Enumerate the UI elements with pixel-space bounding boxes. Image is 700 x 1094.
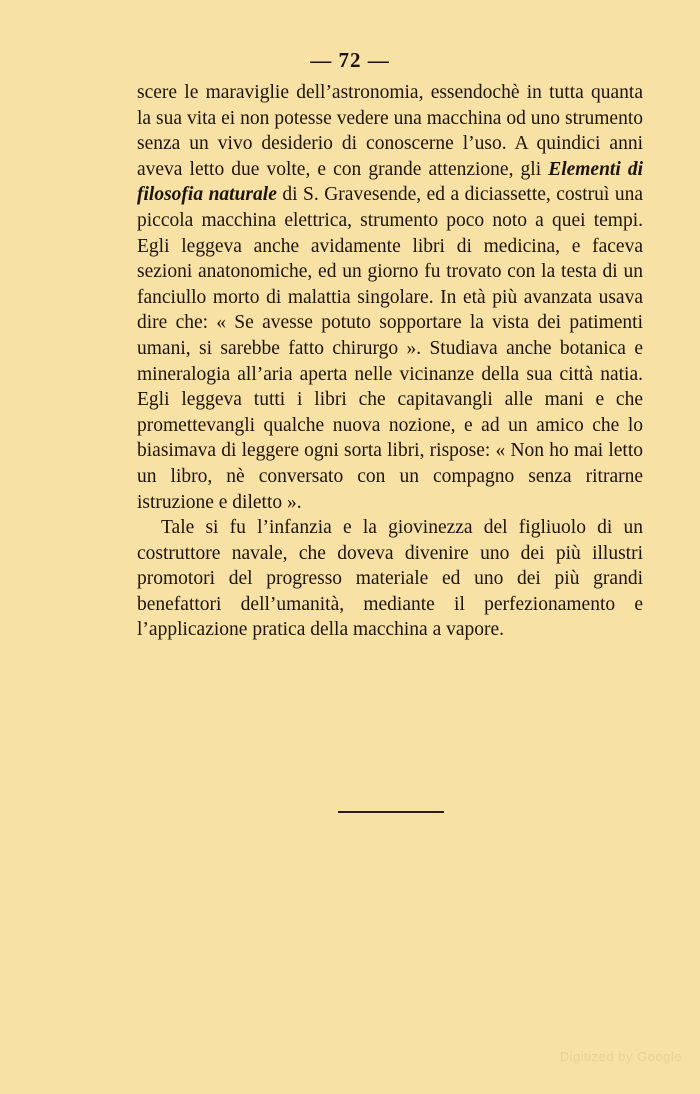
- body-text: [137, 80, 643, 643]
- section-divider: [338, 811, 444, 813]
- paragraph-1-text-a: scere le maraviglie dell’astronomia, essendochè in tutta quanta la sua vita ei non potesse vedere una macchina od uno strumento senza un vivo desiderio di conoscerne l’uso. A quindici anni aveva letto due volte, e con grande attenzione, gli: [137, 82, 643, 180]
- paragraph-1-text-b: di S. Gravesende, ed a diciassette, costruì una piccola macchina elettrica, strumento poco noto a quei tempi. Egli leggeva anche avidamente libri di medicina, e faceva sezioni anatonomiche, ed un giorno fu trovato con la testa di un fanciullo morto di malattia singolare. In età più avanzata usava dire che: « Se avesse potuto sopportare la vista dei patimenti umani, si sarebbe fatto chirurgo ». Studiava anche botanica e mineralogia all’aria aperta nelle vicinanze della sua città natia. Egli leggeva tutti i libri che capitavangli alle mani e che promettevangli qualche nuova nozione, e ad un amico che lo biasimava di leggere ogni sorta libri, rispose: « Non ho mai letto un libro, nè conversato con un compagno senza ritrarne istruzione e diletto ».: [137, 184, 643, 513]
- paragraph-1: [137, 80, 643, 515]
- book-title-italic: Elementi di filosofia naturale: [137, 158, 644, 206]
- watermark: Digitized by Google: [559, 1049, 682, 1064]
- page-number: — 72 —: [310, 48, 390, 72]
- paragraph-2: Tale si fu l’infanzia e la giovinezza del figliuolo di un costruttore navale, che doveva divenire uno dei più illustri promotori del progresso materiale ed uno dei più grandi benefattori dell’umanità, mediante il perfezionamento e l’applicazione pratica della macchina a vapore.: [137, 517, 643, 641]
